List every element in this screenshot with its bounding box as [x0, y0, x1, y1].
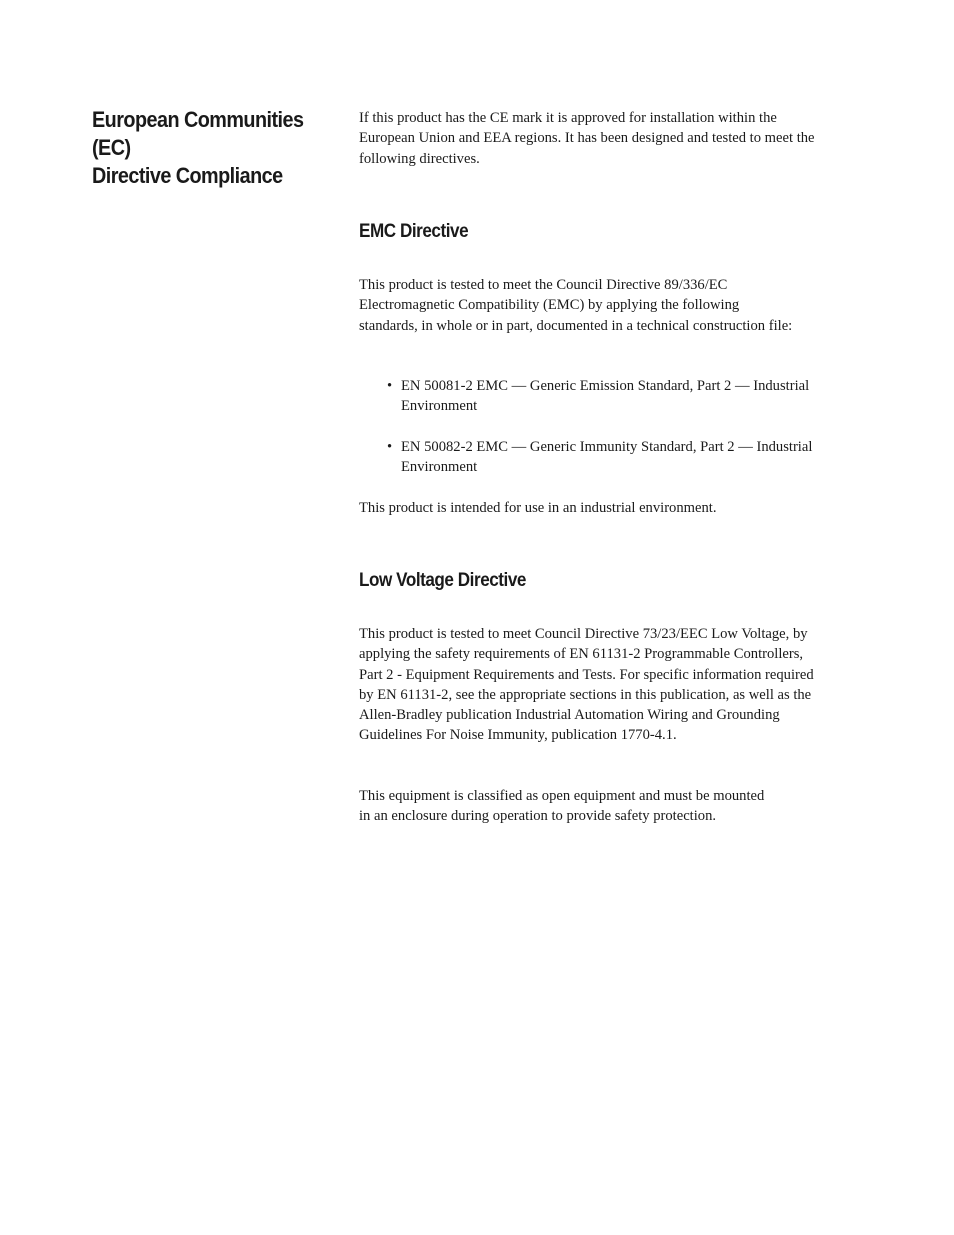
bullet-icon: • — [387, 438, 393, 455]
list-item-text: EN 50082-2 EMC — Generic Immunity Standard, Part 2 — Industrial Environment — [401, 438, 813, 476]
section-title-line-2: Directive Compliance — [92, 163, 283, 188]
bullet-icon: • — [387, 378, 393, 394]
list-item-text: EN 50081-2 EMC — Generic Emission Standard, Part 2 — Industrial Environment — [401, 378, 810, 415]
section-title — [92, 106, 326, 190]
intro-paragraph: If this product has the CE mark it is approved for installation within the European Union and EEA regions. It has been designed and tested to meet the following directives. — [359, 110, 815, 167]
low-voltage-directive-heading: Low Voltage Directive — [359, 570, 526, 591]
emc-environment-note: This product is intended for use in an industrial environment. — [359, 500, 717, 516]
emc-standards-list — [385, 376, 825, 498]
low-voltage-directive-paragraph: This product is tested to meet Council Directive 73/23/EEC Low Voltage, by applying the safety requirements of EN 61131-2 Programmable Controllers, Part 2 - Equipment Requirements and Tests. For specific information required by EN 61131-2, see the appropriate sections in this publication, as well as the Allen-Bradley publication Industrial Automation Wiring and Grounding Guidelines For Noise Immunity, publication 1770-4.1. — [359, 626, 814, 744]
section-title-line-1: European Communities (EC) — [92, 107, 304, 160]
emc-directive-heading: EMC Directive — [359, 221, 469, 242]
list-item — [385, 376, 825, 417]
list-item — [385, 437, 825, 478]
emc-directive-paragraph: This product is tested to meet the Council Directive 89/336/EC Electromagnetic Compatibility (EMC) by applying the following standards, in whole or in part, documented in a technical construction file: — [359, 277, 793, 334]
open-equipment-note: This equipment is classified as open equipment and must be mounted in an enclosure during operation to provide safety protection. — [359, 788, 765, 825]
